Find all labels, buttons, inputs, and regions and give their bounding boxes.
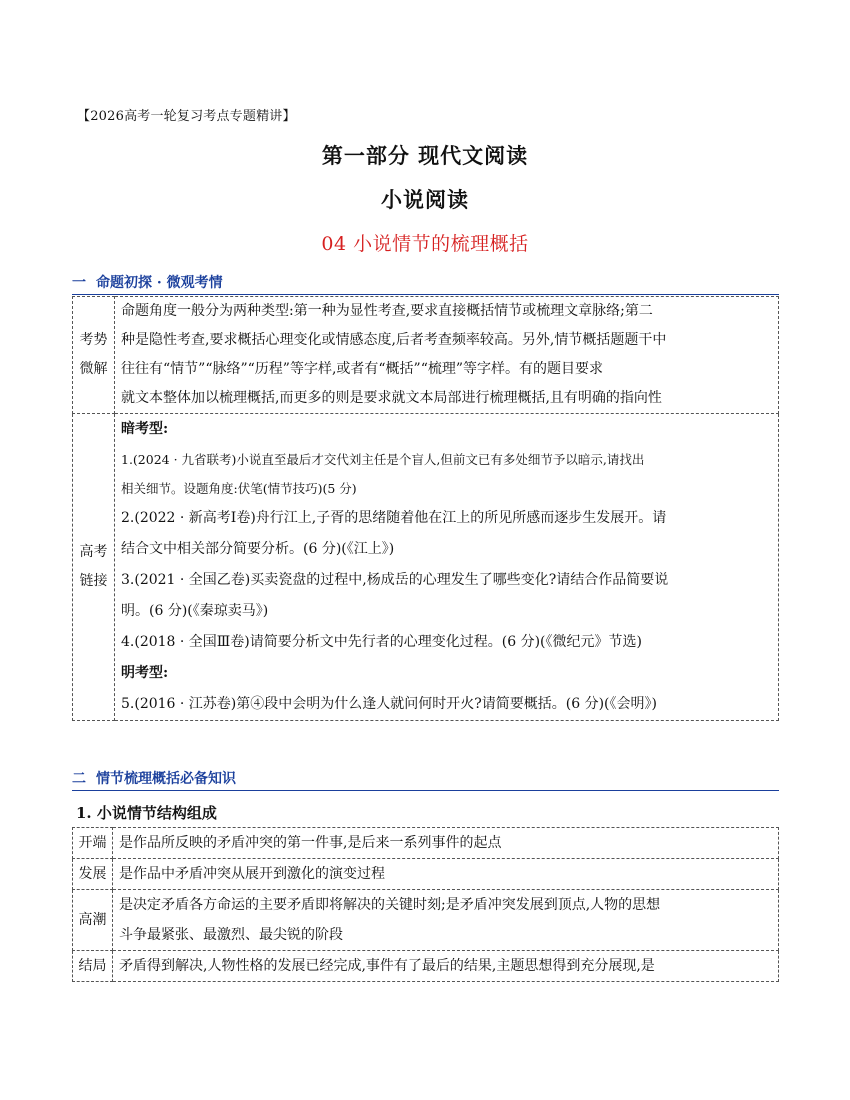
- trend-text: 命题角度一般分为两种类型:第一种为显性考查,要求直接概括情节或梳理文章脉络;第二 种是隐性考查,要求概括心理变化或情感态度,后者考查频率较高。另外,情节概括题题干中 往往有“情节”“脉络”“历程”等字样,或者有“概括”“梳理”等字样。有的题目要求 就文本整体加以梳理概括,而更多的则是要求就文本局部进行梳理概括,且有明确的指向性: [115, 297, 779, 414]
- table-row: [73, 414, 779, 721]
- opening-text: 是作品所反映的矛盾冲突的第一件事,是后来一系列事件的起点: [113, 828, 779, 859]
- question-2-cont: 结合文中相关部分简要分析。(6 分)(《江上》): [121, 541, 395, 557]
- bright-type-label: 明考型:: [121, 665, 169, 681]
- section-number: 二: [72, 771, 86, 787]
- part-title: 第一部分 现代文阅读: [321, 143, 529, 168]
- topic-title: 04 小说情节的梳理概括: [321, 233, 529, 255]
- section-number: 一: [72, 275, 86, 291]
- question-1-cont: 相关细节。设题角度:伏笔(情节技巧)(5 分): [121, 481, 357, 496]
- series-title: 【2026高考一轮复习考点专题精讲】: [77, 109, 296, 124]
- question-1: 1.(2024 · 九省联考)小说直至最后才交代刘主任是个盲人,但前文已有多处细节予以暗示,请找出: [121, 452, 645, 467]
- table-row: [73, 890, 779, 951]
- question-3: 3.(2021 · 全国乙卷)买卖瓷盘的过程中,杨成岳的心理发生了哪些变化?请结合作品简要说: [121, 572, 669, 588]
- table-row: [73, 297, 779, 414]
- row-label-development: 发展: [73, 859, 113, 890]
- row-label-links: 高考 链接: [73, 414, 115, 721]
- section-heading-text: 命题初探 · 微观考情: [96, 275, 223, 291]
- row-label-ending: 结局: [73, 951, 113, 982]
- question-5: 5.(2016 · 江苏卷)第④段中会明为什么逢人就问何时开火?请简要概括。(6 分)(《会明》): [121, 696, 657, 712]
- ending-text: 矛盾得到解决,人物性格的发展已经完成,事件有了最后的结果,主题思想得到充分展现,是: [113, 951, 779, 982]
- dark-type-label: 暗考型:: [121, 421, 169, 437]
- question-2: 2.(2022 · 新高考Ⅰ卷)舟行江上,子胥的思绪随着他在江上的所见所感而逐步生发展开。请: [121, 510, 667, 526]
- question-3-cont: 明。(6 分)(《秦琼卖马》): [121, 603, 269, 619]
- table-row: [73, 951, 779, 982]
- section-title: 小说阅读: [381, 187, 469, 212]
- section-heading-2: [72, 768, 779, 791]
- exam-analysis-table: [72, 296, 779, 721]
- row-label-trend: 考势 微解: [73, 297, 115, 414]
- table-row: [73, 828, 779, 859]
- subsection-title: 1. 小说情节结构组成: [76, 804, 217, 822]
- section-heading-text: 情节梳理概括必备知识: [96, 771, 236, 787]
- question-4: 4.(2018 · 全国Ⅲ卷)请简要分析文中先行者的心理变化过程。(6 分)(《微纪元》节选): [121, 634, 642, 650]
- climax-text: 是决定矛盾各方命运的主要矛盾即将解决的关键时刻;是矛盾冲突发展到顶点,人物的思想 斗争最紧张、最激烈、最尖锐的阶段: [113, 890, 779, 951]
- row-label-opening: 开端: [73, 828, 113, 859]
- section-heading-1: [72, 272, 779, 295]
- exam-links-text: [115, 414, 779, 721]
- table-row: [73, 859, 779, 890]
- row-label-climax: 高潮: [73, 890, 113, 951]
- plot-structure-table: [72, 827, 779, 982]
- development-text: 是作品中矛盾冲突从展开到激化的演变过程: [113, 859, 779, 890]
